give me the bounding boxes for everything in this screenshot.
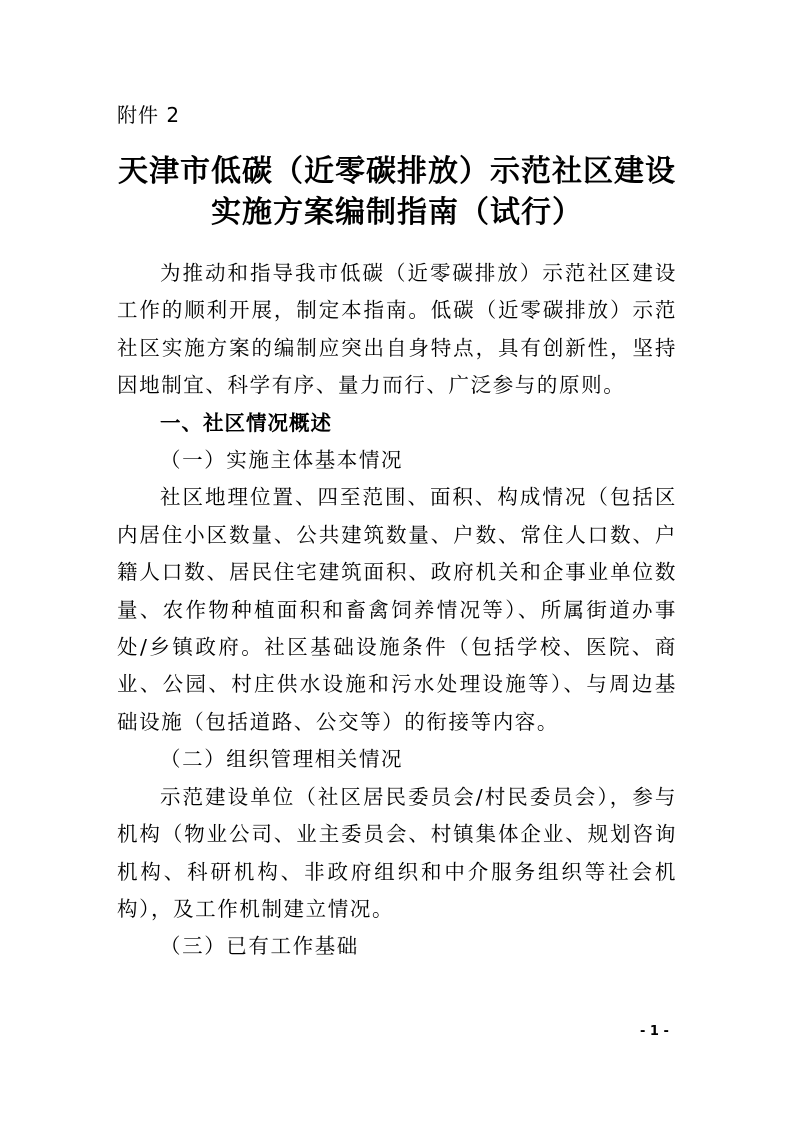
subsection-paragraph: 示范建设单位（社区居民委员会/村民委员会），参与机构（物业公司、业主委员会、村镇集体企业、规划咨询机构、科研机构、非政府组织和中介服务组织等社会机构），及工作机制建立情况。 — [117, 784, 677, 921]
document-body — [117, 255, 677, 966]
subsection-paragraph: 社区地理位置、四至范围、面积、构成情况（包括区内居住小区数量、公共建筑数量、户数、常住人口数、户籍人口数、居民住宅建筑面积、政府机关和企事业单位数量、农作物种植面积和畜禽饲养情况等）、所属街道办事处/乡镇政府。社区基础设施条件（包括学校、医院、商业、公园、村庄供水设施和污水处理设施等）、与周边基础设施（包括道路、公交等）的衔接等内容。 — [117, 485, 677, 734]
subsection-heading: （二）组织管理相关情况 — [160, 747, 404, 772]
document-title-line2: 实施方案编制指南（试行） — [211, 195, 583, 230]
subsection-heading: （三）已有工作基础 — [160, 934, 359, 959]
document-title-line1: 天津市低碳（近零碳排放）示范社区建设 — [118, 154, 676, 189]
section-heading: 一、社区情况概述 — [160, 410, 332, 435]
attachment-label: 附件 2 — [117, 103, 181, 127]
intro-paragraph: 为推动和指导我市低碳（近零碳排放）示范社区建设工作的顺利开展，制定本指南。低碳（近零碳排放）示范社区实施方案的编制应突出自身特点，具有创新性，坚持因地制宜、科学有序、量力而行、广泛参与的原则。 — [117, 261, 677, 398]
subsection-heading: （一）实施主体基本情况 — [160, 448, 404, 473]
page-number: - 1 - — [640, 1024, 669, 1039]
